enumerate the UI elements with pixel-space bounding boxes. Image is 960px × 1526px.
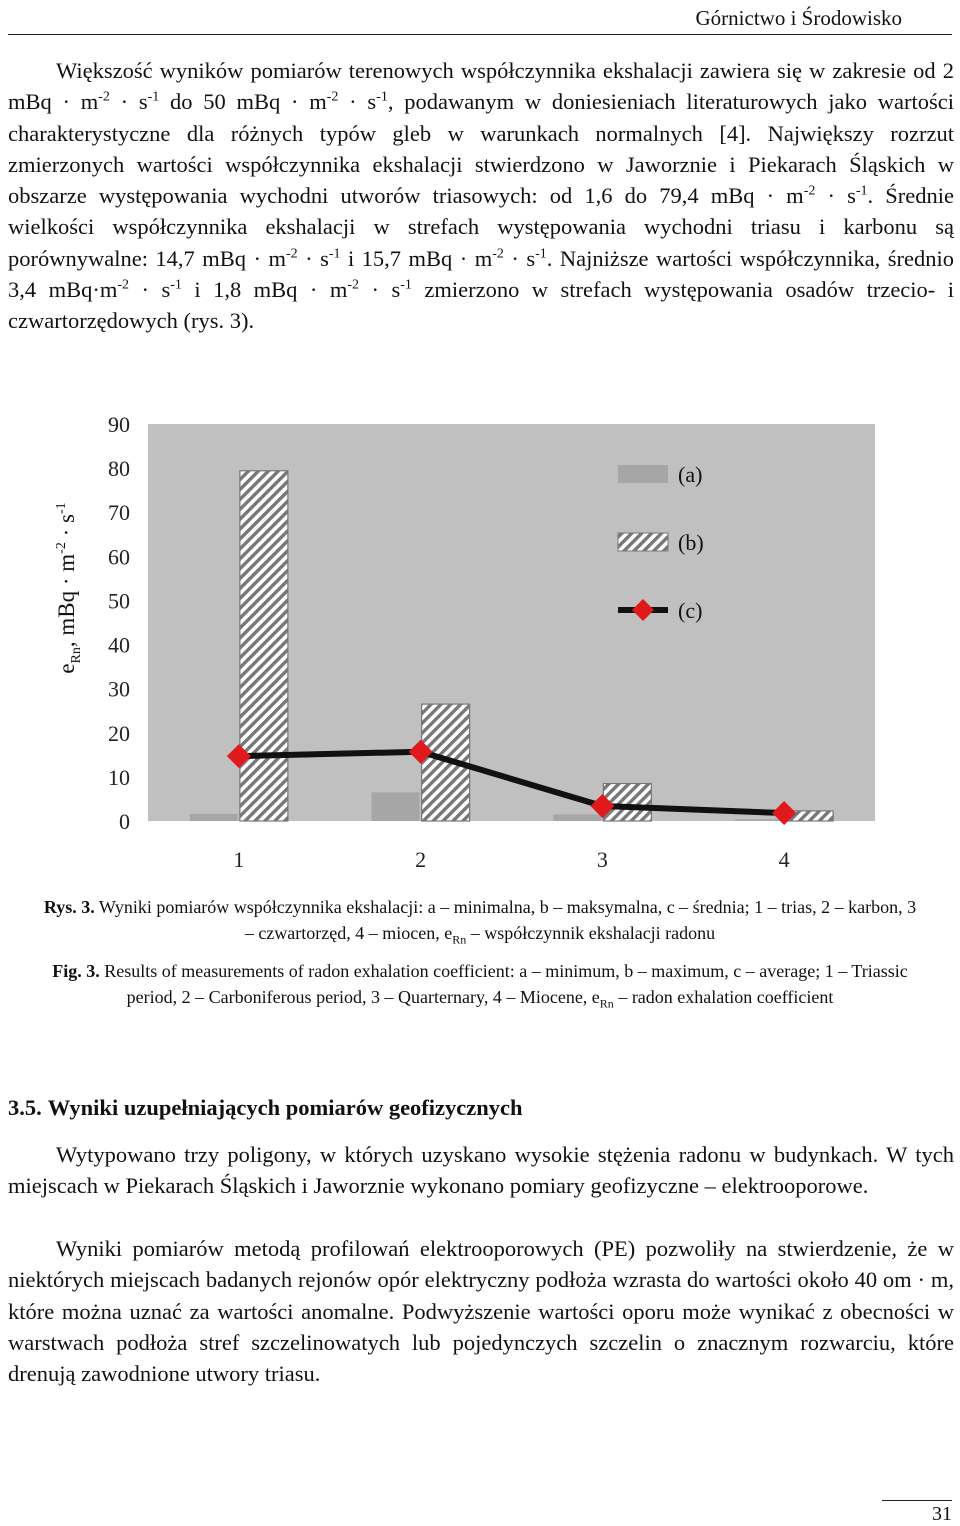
y-tick-label: 80 bbox=[108, 456, 130, 482]
bar-minimum bbox=[553, 814, 601, 821]
paragraph-polygons: Wytypowano trzy poligony, w których uzyskano wysokie stężenia radonu w budynkach. W tych miejscach w Piekarach Śląskich i Jaworznie wykonano pomiary geofizyczne – elektrooporowe. bbox=[8, 1142, 954, 1199]
legend-label: (c) bbox=[678, 598, 703, 623]
y-tick-label: 20 bbox=[108, 720, 130, 746]
y-tick-label: 50 bbox=[108, 588, 130, 614]
bar-maximum bbox=[240, 471, 288, 821]
y-tick-label: 90 bbox=[108, 412, 130, 437]
figure-caption-polish: Rys. 3. Wyniki pomiarów współczynnika ekshalacji: a – minimalna, b – maksymalna, c – średnia; 1 – trias, 2 – karbon, 3 – czwartorzęd, 4 – miocen, $e_{Rn}$ – współczynnik ekshalacji radonu bbox=[43, 897, 917, 947]
x-tick-label: 2 bbox=[415, 847, 427, 872]
figure-caption-english: Fig. 3. Results of measurements of radon exhalation coefficient: a – minimum, b – maximum, c – average; 1 – Triassic period, 2 – Carboniferous period, 3 – Quarternary, 4 – Miocene, $e_{Rn}$ – radon exhalation coefficient bbox=[52, 961, 908, 1011]
x-tick-label: 3 bbox=[596, 847, 608, 872]
bar-minimum bbox=[372, 792, 420, 821]
journal-title: Górnictwo i Środowisko bbox=[695, 6, 902, 30]
y-tick-label: 40 bbox=[108, 632, 130, 658]
page-header bbox=[8, 0, 952, 35]
y-tick-label: 60 bbox=[108, 544, 130, 570]
y-tick-label: 30 bbox=[108, 676, 130, 702]
legend-swatch-minimum bbox=[618, 465, 668, 483]
x-axis-ticks bbox=[233, 847, 789, 872]
y-axis-ticks bbox=[108, 412, 130, 834]
legend-label: (a) bbox=[678, 462, 703, 487]
y-tick-label: 10 bbox=[108, 764, 130, 790]
exhalation-bar-chart bbox=[40, 400, 920, 880]
legend-swatch-maximum bbox=[618, 533, 668, 551]
y-axis-label: $e_{Rn}$, mBq · $m^{-2} \cdot s^{-1}$ bbox=[54, 502, 84, 674]
section-heading: 3.5. Wyniki uzupełniających pomiarów geofizycznych bbox=[8, 1095, 523, 1120]
x-tick-label: 1 bbox=[233, 847, 245, 872]
bar-minimum bbox=[735, 819, 783, 821]
legend-label: (b) bbox=[678, 530, 704, 555]
footer-rule bbox=[882, 1500, 952, 1501]
x-tick-label: 4 bbox=[778, 847, 790, 872]
paragraph-exhalation-results: Większość wyników pomiarów terenowych współczynnika ekshalacji zawiera się w zakresie od 2 mBq · $m^{-2} \cdot s^{-1}$ do 50 mBq · $m^{-2} \cdot s^{-1}$, podawanym w doniesieniach literaturowych jako wartości charakterystyczne dla różnych typów gleb w warunkach normalnych [4]. Największy rozrzut zmierzonych wartości współczynnika ekshalacji stwierdzono w Jaworznie i Piekarach Śląskich w obszarze występowania wychodni utworów triasowych: od 1,6 do 79,4 mBq · $m^{-2} \cdot s^{-1}$. Średnie wielkości współczynnika ekshalacji w strefach występowania wychodni triasu i karbonu są porównywalne: 14,7 mBq · $m^{-2} \cdot s^{-1}$ i 15,7 mBq · $m^{-2} \cdot s^{-1}$. Najniższe wartości współczynnika, średnio 3,4 $mBq\cdot m^{-2} \cdot s^{-1}$ i 1,8 mBq · $m^{-2} \cdot s^{-1}$ zmierzono w strefach występowania osadów trzecio- i czwartorzędowych (rys. 3). bbox=[8, 58, 955, 334]
bar-minimum bbox=[190, 814, 238, 821]
paragraph-resistivity: Wyniki pomiarów metodą profilowań elektrooporowych (PE) pozwoliły na stwierdzenie, że w niektórych miejscach badanych rejonów opór elektryczny podłoża wzrasta do wartości około 40 om · m, które można uznać za wartości anomalne. Podwyższenie wartości oporu może wynikać z obecności w warstwach podłoża stref szczelinowatych lub pojedynczych szczelin o znacznym rozwarciu, które drenują zawodnione utwory triasu. bbox=[8, 1236, 954, 1387]
y-tick-label: 70 bbox=[108, 500, 130, 526]
y-tick-label: 0 bbox=[119, 809, 130, 834]
page-number: 31 bbox=[932, 1503, 952, 1525]
